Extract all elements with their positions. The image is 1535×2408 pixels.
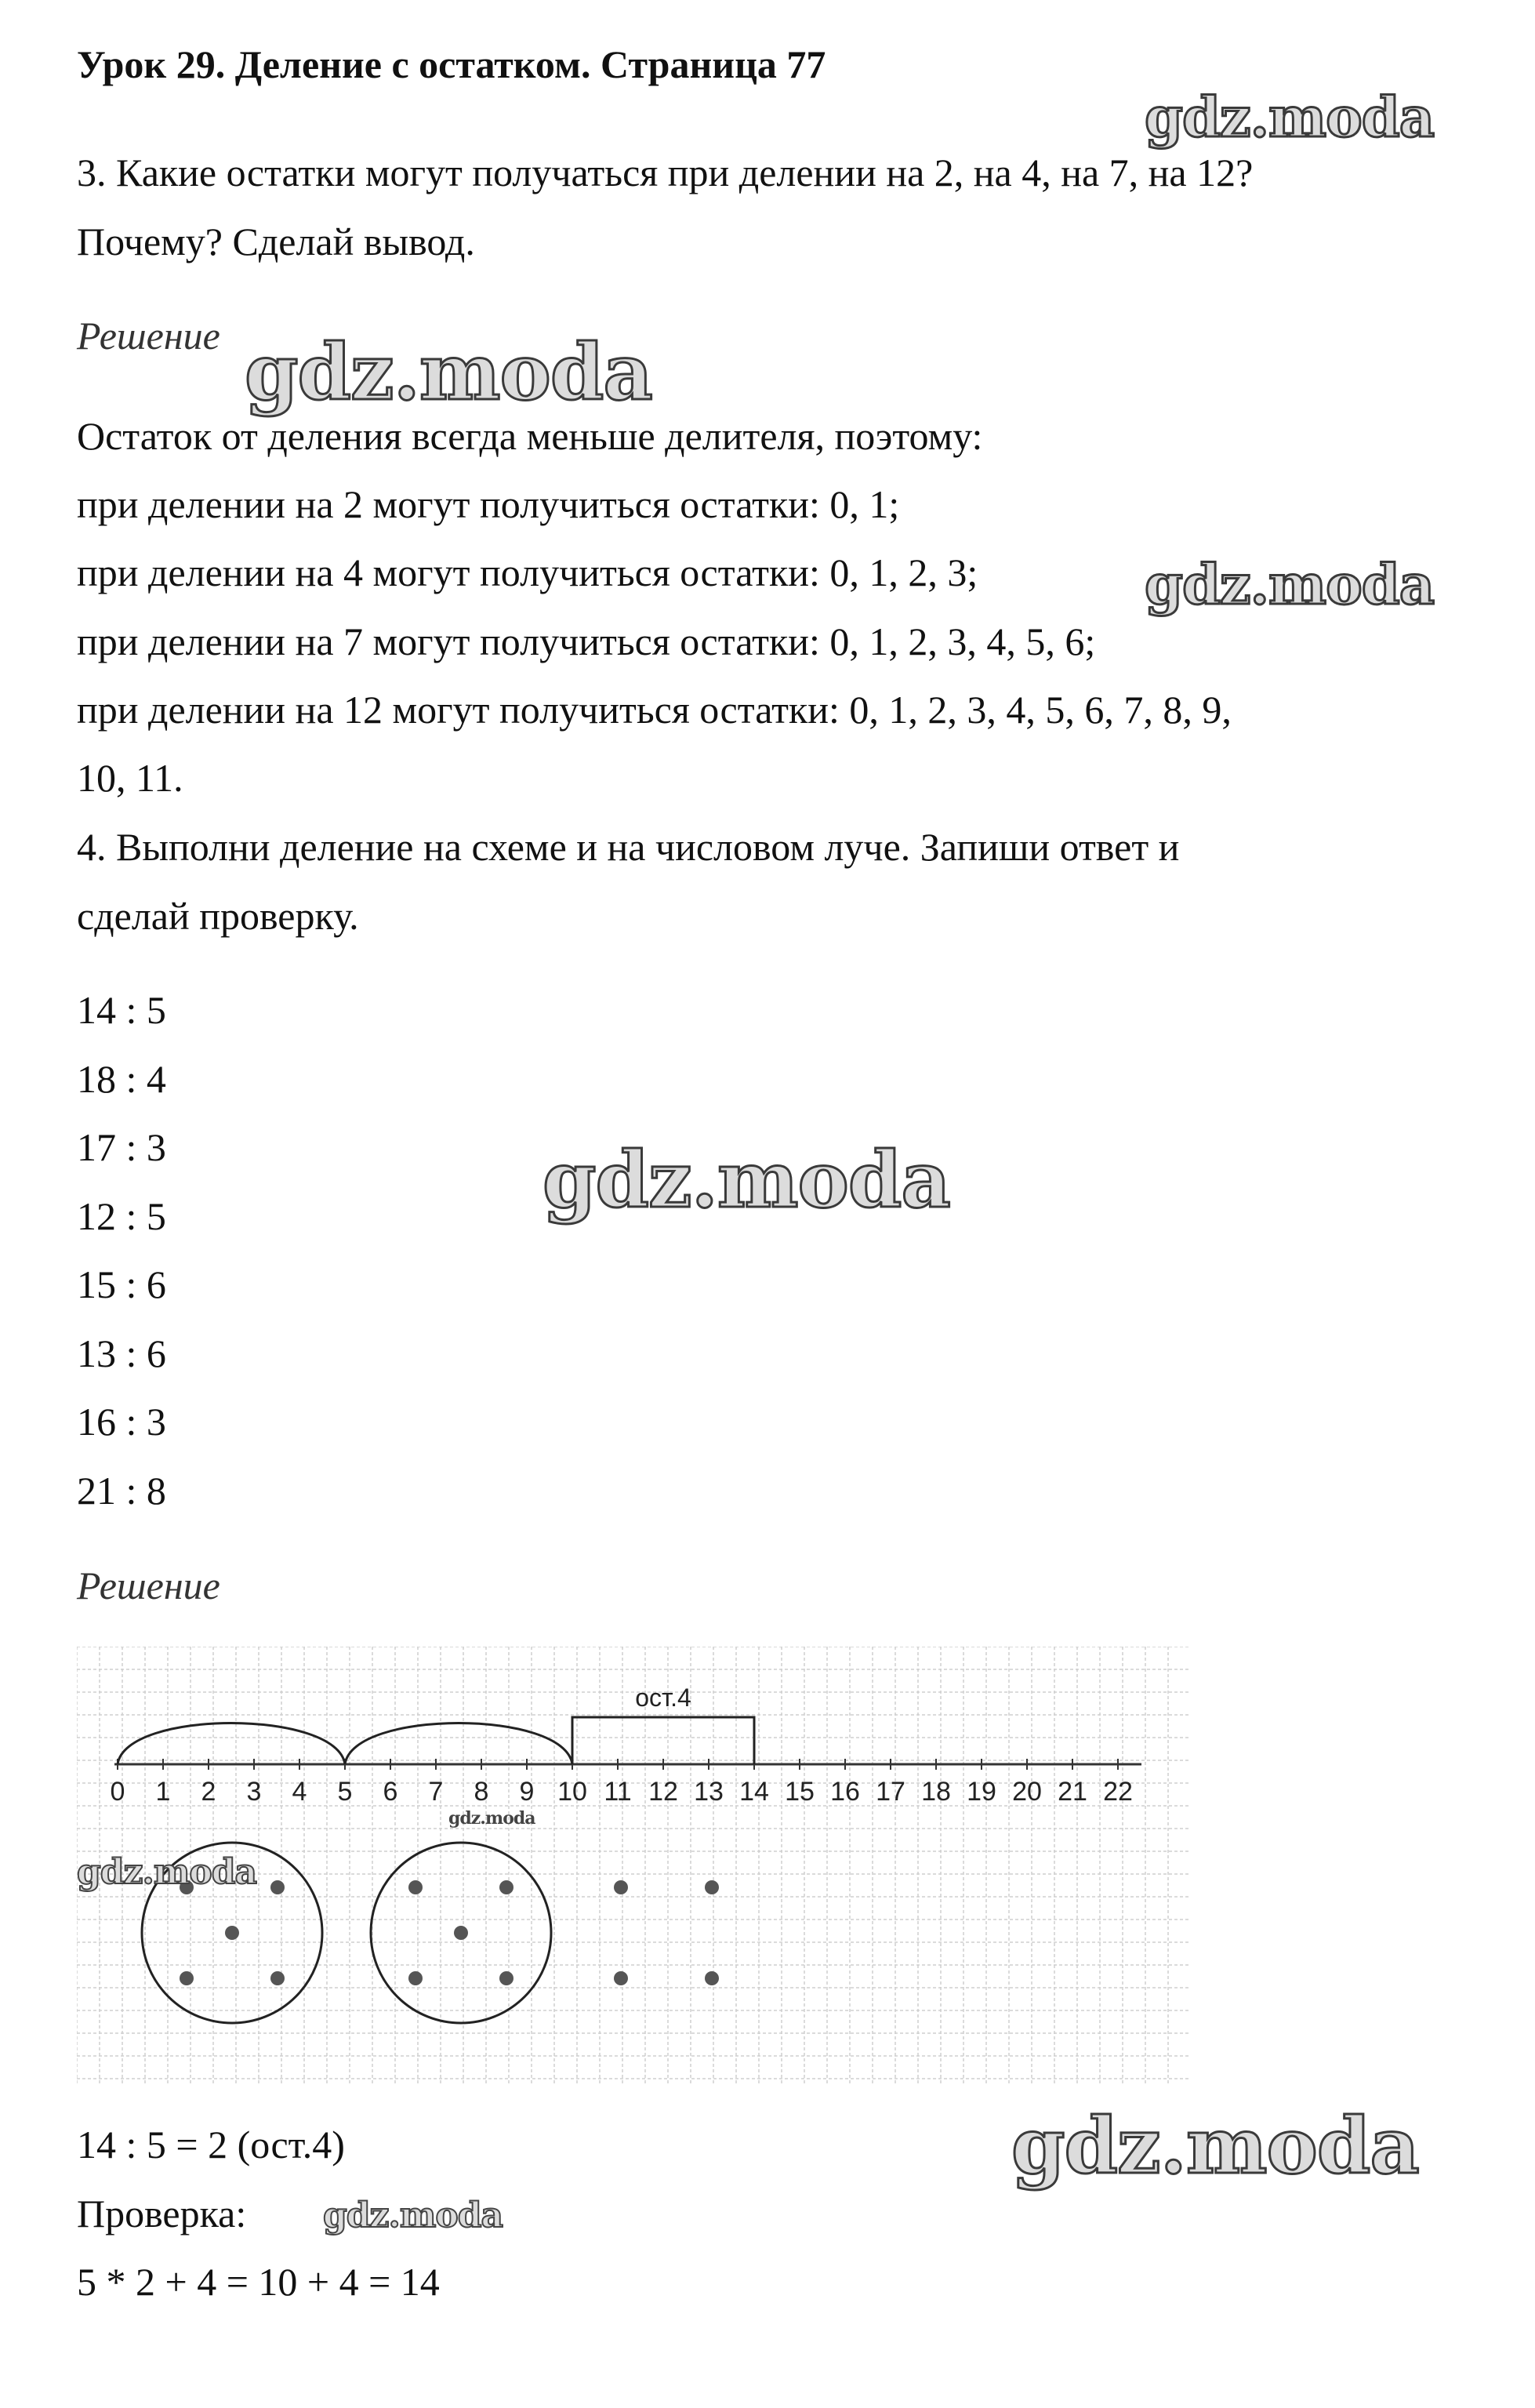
remainder-label: ост.4 xyxy=(635,1683,691,1712)
tick-label: 5 xyxy=(337,1777,353,1807)
dot xyxy=(180,1971,194,1985)
dot xyxy=(408,1971,423,1985)
dot xyxy=(225,1926,239,1940)
leftover-dot xyxy=(705,1971,719,1985)
dot xyxy=(408,1880,423,1894)
example-7: 16 : 3 xyxy=(77,1400,166,1444)
tick-label: 15 xyxy=(785,1777,815,1807)
task3-answer-line-1: Остаток от деления всегда меньше делителя, поэтому: xyxy=(77,414,983,458)
task3-answer-line-2: при делении на 2 могут получиться остатки: 0, 1; xyxy=(77,482,900,526)
watermark: gdz.moda xyxy=(448,1808,535,1829)
tick-label: 8 xyxy=(474,1777,489,1807)
watermark: gdz.moda xyxy=(323,2196,503,2235)
tick-label: 14 xyxy=(739,1777,769,1807)
watermark: gdz.moda xyxy=(245,328,652,418)
tick-label: 6 xyxy=(383,1777,398,1807)
division-result: 14 : 5 = 2 (ост.4) xyxy=(77,2123,345,2166)
tick-label: 16 xyxy=(830,1777,860,1807)
leftover-dot xyxy=(705,1880,719,1894)
example-5: 15 : 6 xyxy=(77,1262,166,1306)
page-title: Урок 29. Деление с остатком. Страница 77 xyxy=(77,42,826,86)
jump-arc xyxy=(118,1723,345,1765)
tick-label: 21 xyxy=(1058,1777,1087,1807)
example-8: 21 : 8 xyxy=(77,1469,166,1513)
task3-answer-line-6: 10, 11. xyxy=(77,756,183,800)
watermark: gdz.moda xyxy=(543,1135,950,1226)
tick-label: 7 xyxy=(428,1777,444,1807)
task4-question-line-2: сделай проверку. xyxy=(77,894,359,938)
tick-label: 13 xyxy=(694,1777,724,1807)
task3-question-line-1: 3. Какие остатки могут получаться при делении на 2, на 4, на 7, на 12? xyxy=(77,151,1254,194)
dot xyxy=(270,1880,285,1894)
check-label: Проверка: xyxy=(77,2192,247,2235)
dot xyxy=(270,1971,285,1985)
watermark: gdz.moda xyxy=(1145,552,1435,617)
watermark: gdz.moda xyxy=(1011,2101,1419,2192)
task4-solution-label: Решение xyxy=(77,1564,220,1607)
tick-label: 11 xyxy=(604,1777,632,1807)
tick-label: 22 xyxy=(1103,1777,1133,1807)
tick-label: 1 xyxy=(155,1777,171,1807)
check-equation: 5 * 2 + 4 = 10 + 4 = 14 xyxy=(77,2260,440,2304)
dot xyxy=(454,1926,468,1940)
example-6: 13 : 6 xyxy=(77,1331,166,1375)
tick-label: 2 xyxy=(201,1777,216,1807)
tick-label: 0 xyxy=(110,1777,125,1807)
example-2: 18 : 4 xyxy=(77,1057,166,1101)
dot xyxy=(499,1971,513,1985)
example-1: 14 : 5 xyxy=(77,988,166,1032)
jump-arc xyxy=(345,1723,572,1765)
example-4: 12 : 5 xyxy=(77,1194,166,1238)
tick-label: 10 xyxy=(557,1777,587,1807)
tick-label: 9 xyxy=(519,1777,535,1807)
task3-solution-label: Решение xyxy=(77,314,220,358)
task3-answer-line-3: при делении на 4 могут получиться остатки: 0, 1, 2, 3; xyxy=(77,550,978,594)
tick-label: 3 xyxy=(246,1777,262,1807)
leftover-dot xyxy=(614,1880,628,1894)
task4-question-line-1: 4. Выполни деление на схеме и на числовом луче. Запиши ответ и xyxy=(77,825,1180,869)
tick-label: 4 xyxy=(292,1777,307,1807)
tick-label: 20 xyxy=(1012,1777,1042,1807)
task3-question-line-2: Почему? Сделай вывод. xyxy=(77,220,475,263)
tick-label: 17 xyxy=(876,1777,905,1807)
tick-label: 18 xyxy=(921,1777,951,1807)
tick-label: 12 xyxy=(648,1777,678,1807)
watermark: gdz.moda xyxy=(77,1852,257,1892)
leftover-dot xyxy=(614,1971,628,1985)
example-3: 17 : 3 xyxy=(77,1125,166,1169)
watermark: gdz.moda xyxy=(1145,85,1435,150)
task3-answer-line-5: при делении на 12 могут получиться остатки: 0, 1, 2, 3, 4, 5, 6, 7, 8, 9, xyxy=(77,688,1232,732)
task3-answer-line-4: при делении на 7 могут получиться остатки: 0, 1, 2, 3, 4, 5, 6; xyxy=(77,619,1096,663)
dot xyxy=(499,1880,513,1894)
tick-label: 19 xyxy=(967,1777,996,1807)
